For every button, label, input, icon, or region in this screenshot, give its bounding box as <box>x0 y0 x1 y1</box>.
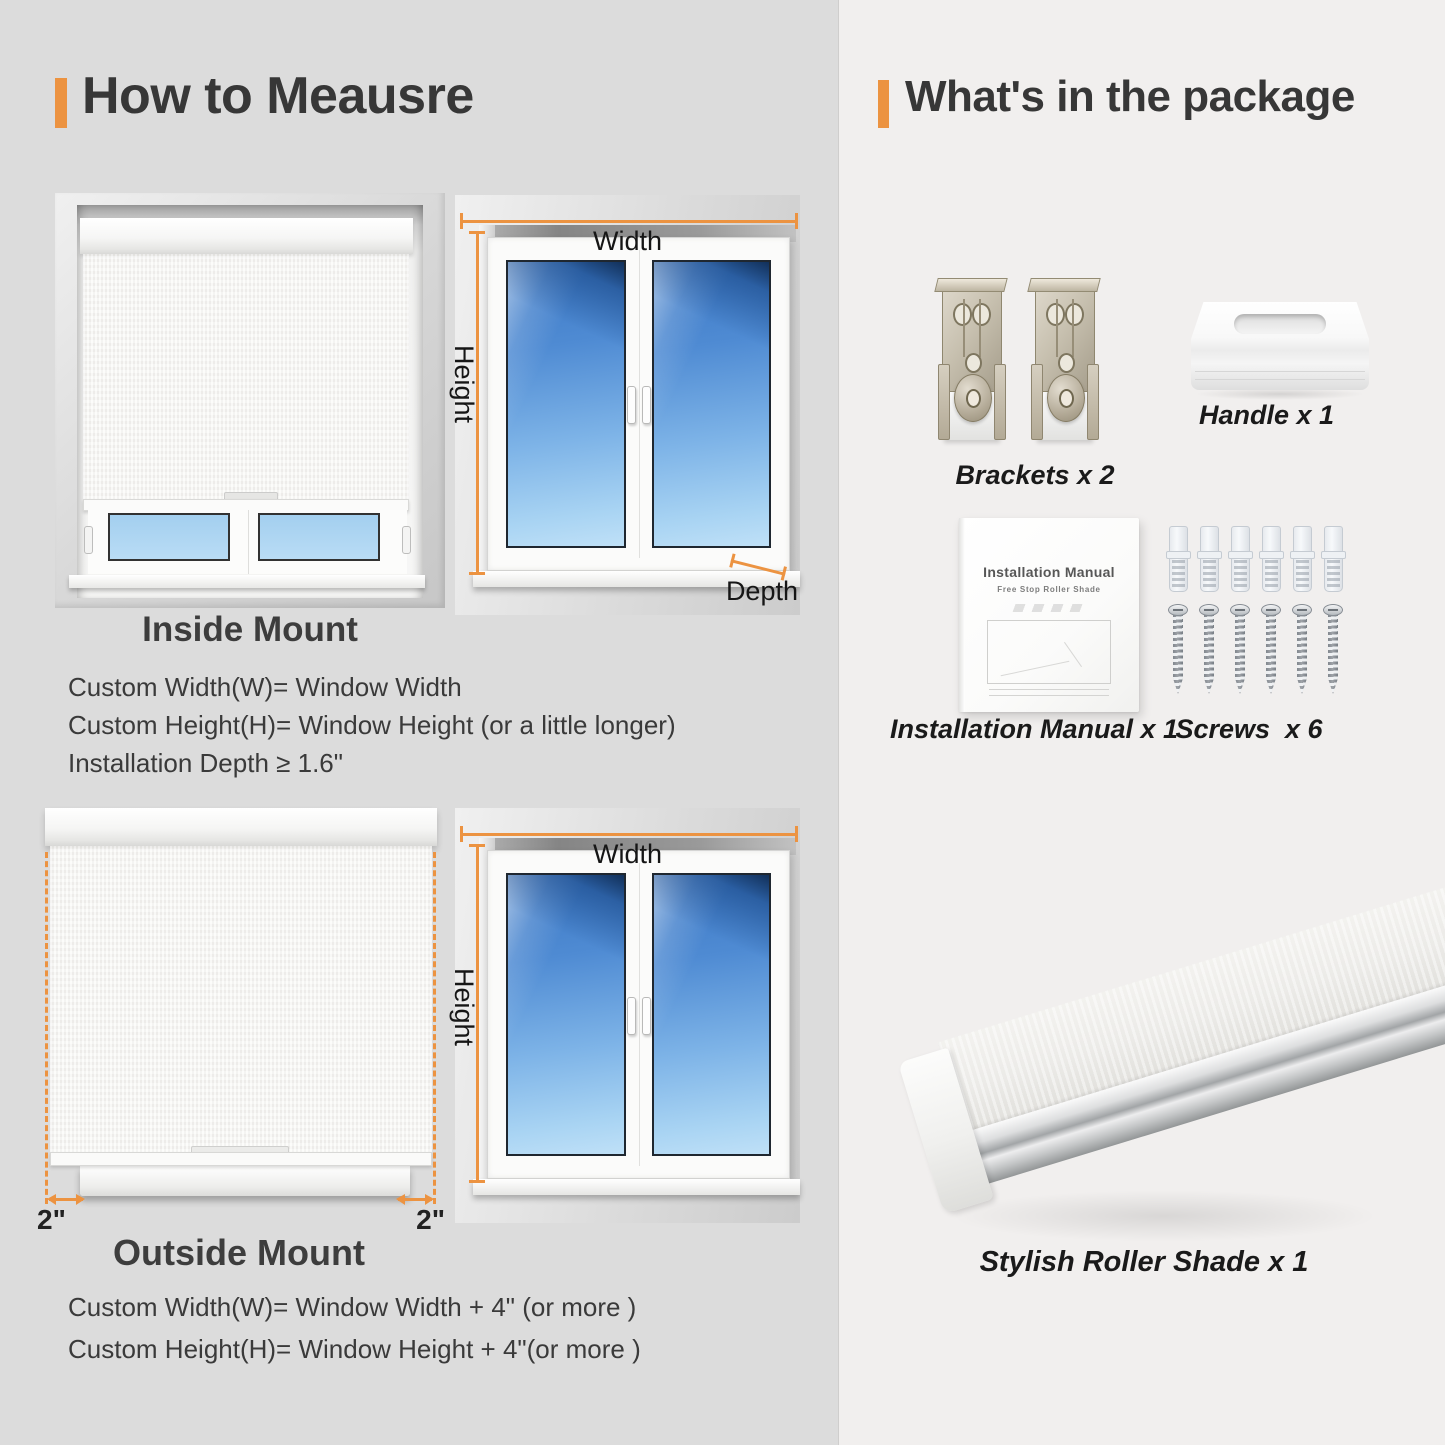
bracket-boss <box>1047 374 1085 422</box>
accent-bar <box>878 80 889 128</box>
handle-item <box>1191 302 1369 390</box>
brackets-label: Brackets x 2 <box>955 460 1115 490</box>
shade-cassette <box>45 808 437 846</box>
shade-cassette <box>80 218 413 254</box>
width-measure-line <box>460 220 798 223</box>
window-glass-left <box>506 873 626 1156</box>
overlap-arrow-left <box>49 1198 83 1201</box>
window-handle-left <box>627 386 636 424</box>
bracket-side-rail <box>1031 364 1043 440</box>
width-measure-line <box>460 833 798 836</box>
screw-head <box>1230 604 1250 616</box>
shade-fabric <box>50 846 432 1152</box>
wall-anchor <box>1200 526 1219 592</box>
screw-shaft <box>1297 614 1307 694</box>
window-mullion <box>639 250 640 558</box>
inside-note-width: Custom Width(W)= Window Width <box>68 672 462 702</box>
width-label: Width <box>592 839 663 869</box>
screw-shaft <box>1235 614 1245 694</box>
outside-note-width: Custom Width(W)= Window Width + 4" (or more ) <box>68 1292 637 1322</box>
inside-note-depth: Installation Depth ≥ 1.6" <box>68 748 343 778</box>
screw-shaft <box>1173 614 1183 694</box>
manual-figure-sketch <box>1064 642 1082 667</box>
inside-measure-diagram <box>449 195 800 615</box>
height-label: Height <box>449 968 479 1047</box>
bracket-boss-hole <box>1059 389 1074 408</box>
overlap-left-label: 2" <box>37 1204 66 1235</box>
handle-ridge <box>1195 371 1365 372</box>
window-sill <box>473 1179 800 1195</box>
window-handle-left <box>84 526 93 554</box>
handle-grip-slot <box>1234 314 1326 334</box>
wall-anchor <box>1324 526 1343 592</box>
width-label: Width <box>592 226 663 256</box>
outside-mount-photo <box>33 800 445 1245</box>
screw-shaft <box>1328 614 1338 694</box>
handle-label: Handle x 1 <box>1198 400 1335 430</box>
screw <box>1230 604 1250 696</box>
window-handle-right <box>402 526 411 554</box>
handle-ridge <box>1195 379 1365 380</box>
outside-note-height: Custom Height(H)= Window Height + 4"(or more ) <box>68 1334 641 1364</box>
window-sill <box>69 575 425 588</box>
window-glass-left <box>108 513 230 561</box>
manual-cover-title: Installation Manual <box>983 564 1115 580</box>
bracket-side-rail <box>938 364 950 440</box>
window-frame <box>487 850 790 1179</box>
manual-spine <box>959 518 965 712</box>
wall-anchor <box>1231 526 1250 592</box>
bracket-channel <box>963 299 981 357</box>
screw-head <box>1261 604 1281 616</box>
screws-label: Screws x 6 <box>1175 714 1323 744</box>
bracket-hole <box>965 353 982 373</box>
bracket-top-flange <box>934 278 1007 292</box>
package-title: What's in the package <box>905 72 1355 121</box>
bracket-boss <box>954 374 992 422</box>
manual-step-icons <box>1013 604 1088 612</box>
manual-figure-box <box>987 620 1111 684</box>
accent-bar <box>55 78 67 128</box>
manual-label: Installation Manual x 1 <box>889 714 1179 744</box>
overlap-guide-line-right <box>433 852 436 1204</box>
manual-footer-lines <box>989 689 1109 696</box>
bracket-item <box>1032 278 1098 440</box>
overlap-right-label: 2" <box>416 1204 445 1235</box>
window-glass-right <box>652 260 772 548</box>
window-sill-behind <box>80 1166 410 1196</box>
screw <box>1261 604 1281 696</box>
manual-cover-subtitle: Free Stop Roller Shade <box>997 585 1101 594</box>
bracket-item <box>939 278 1005 440</box>
shade-bottom-bar <box>50 1152 432 1166</box>
inside-mount-notes <box>68 668 676 782</box>
manual-figure-sketch <box>1001 661 1070 677</box>
window-mullion <box>639 863 640 1166</box>
measure-title: How to Meausre <box>82 67 474 125</box>
outside-measure-diagram <box>449 808 800 1223</box>
screw-head <box>1199 604 1219 616</box>
height-label: Height <box>449 345 479 424</box>
package-section <box>838 0 1445 1445</box>
screw-shaft <box>1266 614 1276 694</box>
window-lower-frame <box>88 510 407 574</box>
depth-label: Depth <box>725 576 798 606</box>
window-handle-right <box>642 386 651 424</box>
outside-mount-heading: Outside Mount <box>113 1232 365 1273</box>
bracket-boss-hole <box>966 389 981 408</box>
window-glass-right <box>258 513 380 561</box>
window-glass-right <box>652 873 772 1156</box>
inside-mount-heading: Inside Mount <box>142 610 358 649</box>
inside-note-height: Custom Height(H)= Window Height (or a little longer) <box>68 710 676 740</box>
screw <box>1292 604 1312 696</box>
wall-anchor <box>1262 526 1281 592</box>
screw-head <box>1292 604 1312 616</box>
window-mullion <box>248 510 249 574</box>
installation-manual-item <box>959 518 1139 712</box>
bracket-hole <box>1058 353 1075 373</box>
bracket-side-rail <box>1087 364 1099 440</box>
bracket-side-rail <box>994 364 1006 440</box>
screw-head <box>1168 604 1188 616</box>
outside-mount-notes <box>68 1286 641 1370</box>
window-glass-left <box>506 260 626 548</box>
screw <box>1323 604 1343 696</box>
screw-head <box>1323 604 1343 616</box>
wall-anchor <box>1293 526 1312 592</box>
window-handle-left <box>627 997 636 1035</box>
window-frame <box>487 237 790 571</box>
bracket-channel <box>1056 299 1074 357</box>
wall-anchor <box>1169 526 1188 592</box>
overlap-guide-line-left <box>45 852 48 1204</box>
screw <box>1199 604 1219 696</box>
inside-mount-photo <box>55 193 445 608</box>
roller-shade-label: Stylish Roller Shade x 1 <box>979 1246 1309 1278</box>
window-handle-right <box>642 997 651 1035</box>
bracket-top-flange <box>1027 278 1100 292</box>
screw-shaft <box>1204 614 1214 694</box>
screw <box>1168 604 1188 696</box>
overlap-arrow-right <box>398 1198 432 1201</box>
shade-fabric <box>83 254 409 499</box>
